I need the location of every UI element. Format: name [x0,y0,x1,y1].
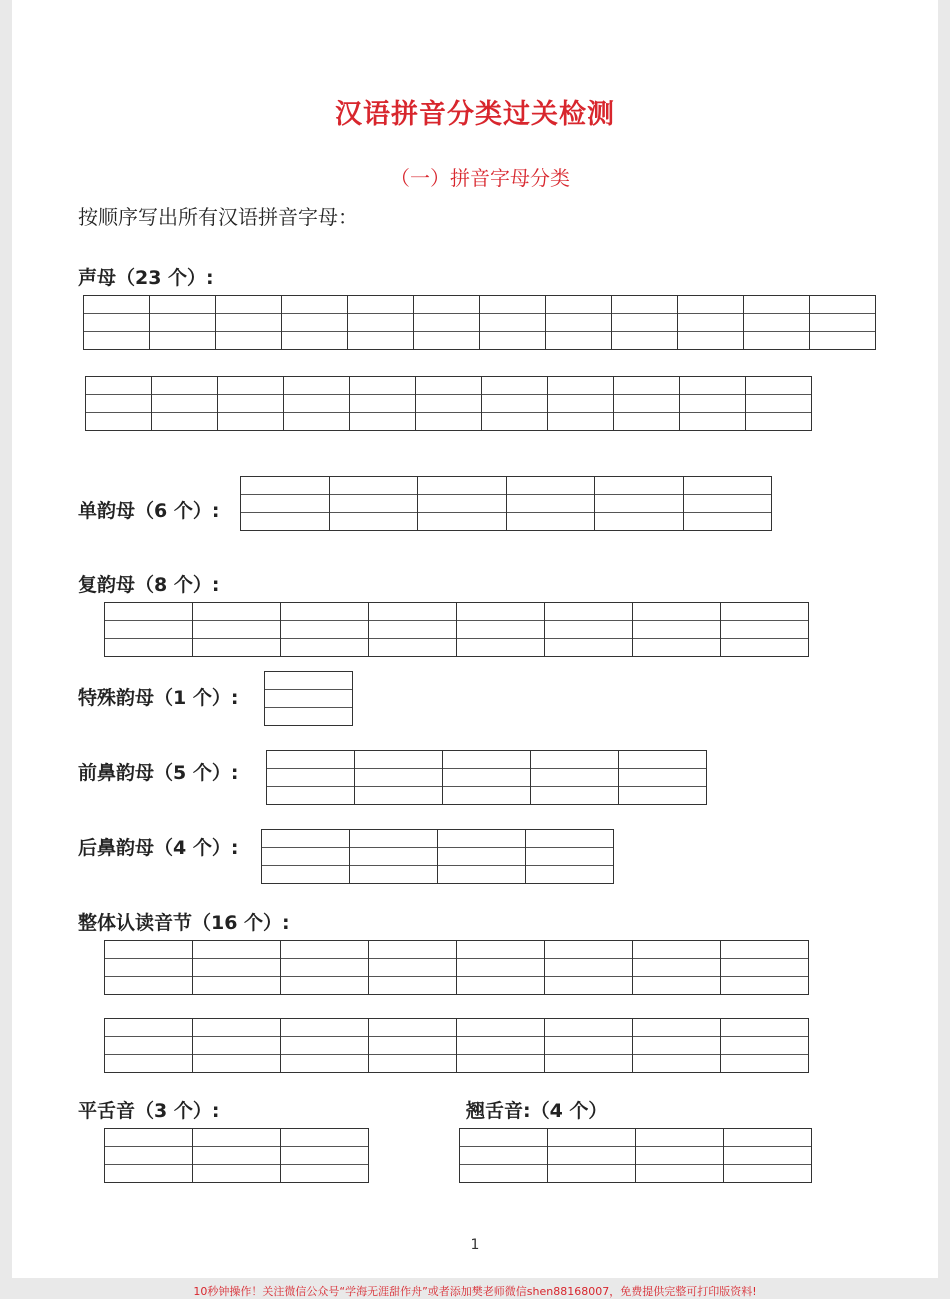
writing-cell [267,751,355,805]
writing-cell [721,1019,809,1073]
writing-cell [152,377,218,431]
writing-cell [350,377,416,431]
writing-cell [218,377,284,431]
teshu-grid [264,671,353,726]
writing-cell [744,296,810,350]
writing-cell [546,296,612,350]
writing-cell [545,603,633,657]
houbi-label: 后鼻韵母（4 个）: [78,837,239,859]
writing-cell [193,1019,281,1073]
writing-cell [193,941,281,995]
page-number: 1 [470,1237,480,1253]
writing-cell [369,941,457,995]
fuyunmu-grid [104,602,809,657]
writing-cell [684,477,773,531]
qianbi-grid [266,750,707,805]
writing-cell [721,941,809,995]
writing-cell [369,603,457,657]
writing-cell [633,603,721,657]
writing-cell [548,1129,636,1183]
writing-cell [281,1129,369,1183]
writing-cell [636,1129,724,1183]
danyunmu-label: 单韵母（6 个）: [78,500,220,522]
shengmu-grid-row-2 [85,376,812,431]
writing-cell [680,377,746,431]
writing-cell [105,603,193,657]
writing-cell [416,377,482,431]
writing-cell [284,377,350,431]
writing-cell [348,296,414,350]
writing-cell [548,377,614,431]
writing-cell [482,377,548,431]
writing-cell [438,830,526,884]
writing-cell [619,751,707,805]
writing-cell [612,296,678,350]
writing-cell [241,477,330,531]
writing-cell [105,1129,193,1183]
writing-cell [724,1129,812,1183]
writing-cell [281,1019,369,1073]
writing-cell [526,830,614,884]
qianbi-label: 前鼻韵母（5 个）: [78,762,239,784]
writing-cell [614,377,680,431]
writing-cell [507,477,596,531]
zhengti-grid-row-1 [104,940,809,995]
writing-cell [545,941,633,995]
writing-cell [193,1129,281,1183]
section-subtitle: （一）拼音字母分类 [390,166,570,190]
pingshe-label: 平舌音（3 个）: [78,1100,220,1122]
writing-cell [457,941,545,995]
writing-cell [460,1129,548,1183]
writing-cell [330,477,419,531]
shengmu-label: 声母（23 个）: [78,267,214,289]
writing-cell [355,751,443,805]
writing-cell [350,830,438,884]
teshu-label: 特殊韵母（1 个）: [78,687,239,709]
houbi-grid [261,829,614,884]
page-title: 汉语拼音分类过关检测 [335,99,615,130]
writing-cell [216,296,282,350]
writing-cell [105,1019,193,1073]
writing-cell [262,830,350,884]
writing-cell [418,477,507,531]
zhengti-label: 整体认读音节（16 个）: [78,912,290,934]
pingshe-grid [104,1128,369,1183]
writing-cell [84,296,150,350]
fuyunmu-label: 复韵母（8 个）: [78,574,220,596]
qiaoshe-label: 翘舌音:（4 个） [466,1100,608,1122]
writing-cell [265,672,353,726]
writing-cell [721,603,809,657]
writing-cell [86,377,152,431]
shengmu-grid-row-1 [83,295,876,350]
writing-cell [480,296,546,350]
writing-cell [457,603,545,657]
writing-cell [678,296,744,350]
writing-cell [150,296,216,350]
writing-cell [193,603,281,657]
writing-cell [633,941,721,995]
zhengti-grid-row-2 [104,1018,809,1073]
writing-cell [810,296,876,350]
writing-cell [545,1019,633,1073]
writing-cell [105,941,193,995]
qiaoshe-grid [459,1128,812,1183]
instruction-text: 按顺序写出所有汉语拼音字母： [78,205,358,229]
writing-cell [281,941,369,995]
danyunmu-grid [240,476,772,531]
writing-cell [633,1019,721,1073]
writing-cell [746,377,812,431]
writing-cell [369,1019,457,1073]
writing-cell [531,751,619,805]
writing-cell [281,603,369,657]
writing-cell [443,751,531,805]
writing-cell [282,296,348,350]
footer-notice: 10秒钟操作！关注微信公众号“学海无涯甜作舟”或者添加樊老师微信shen88168007，免费提供完整可打印版资料! [193,1285,757,1298]
writing-cell [414,296,480,350]
writing-cell [595,477,684,531]
writing-cell [457,1019,545,1073]
